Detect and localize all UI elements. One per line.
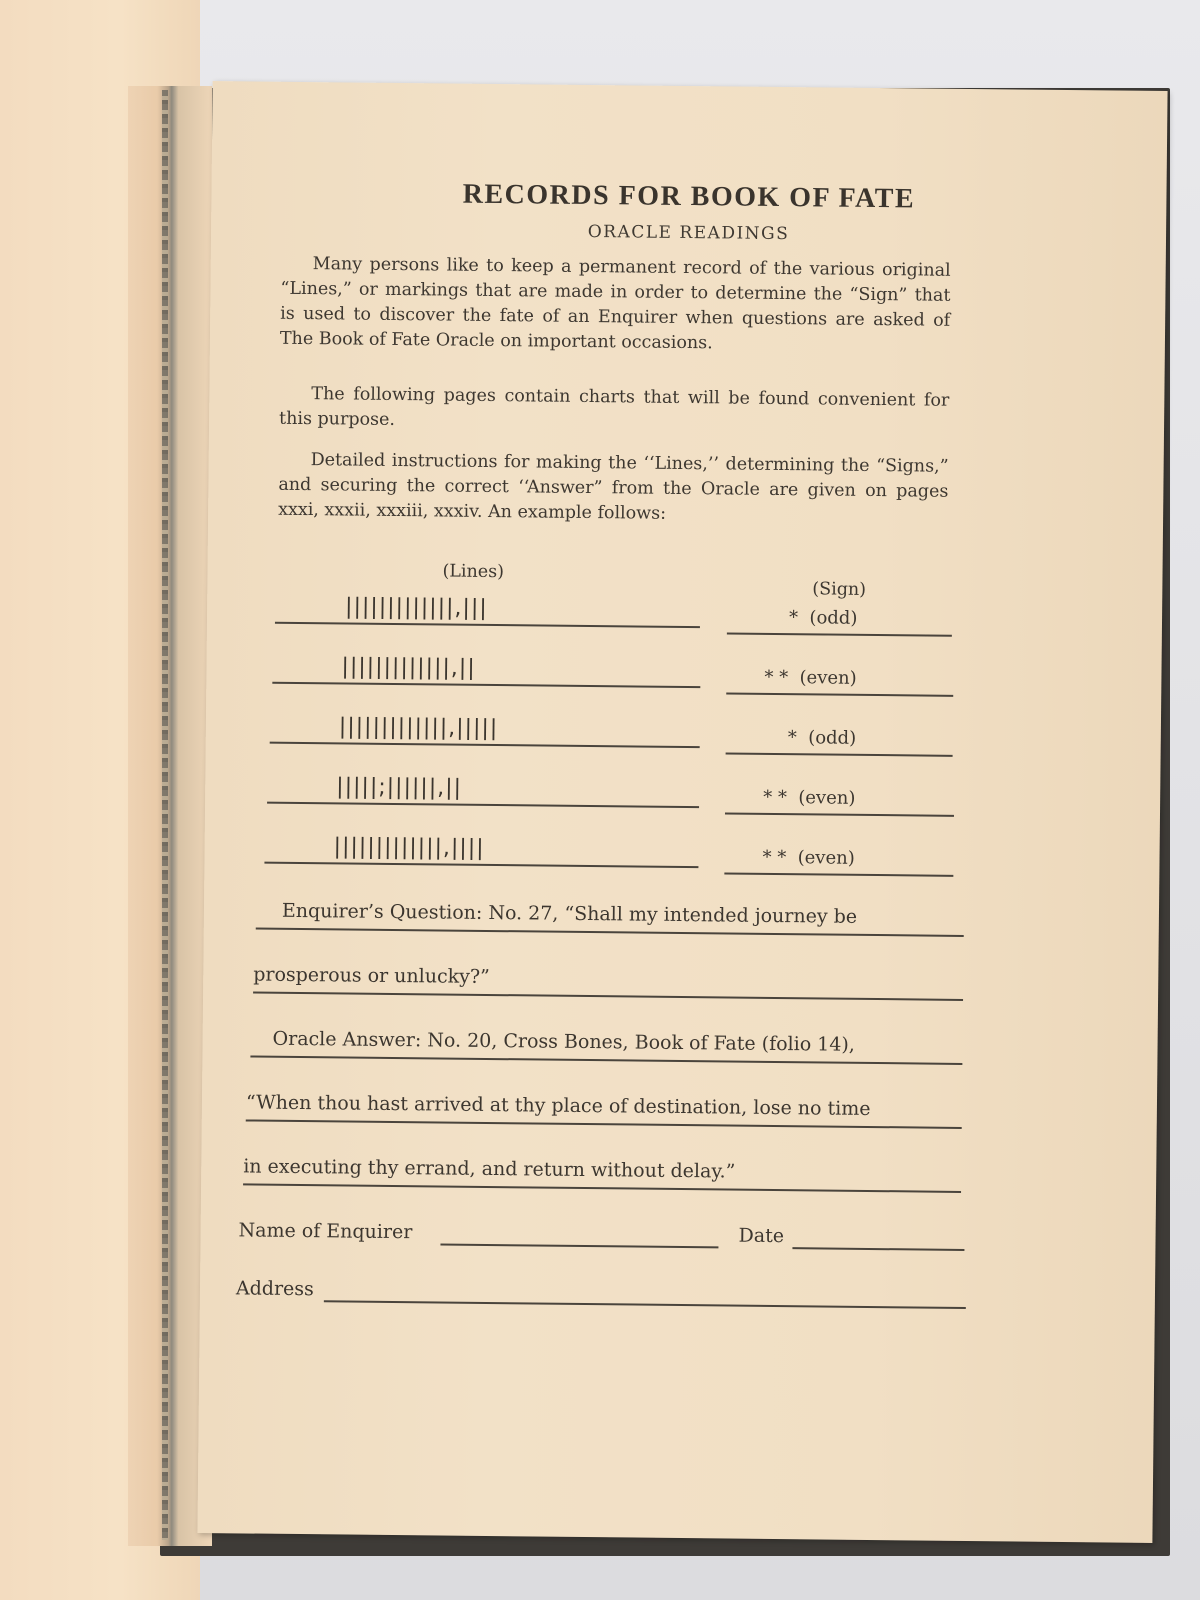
- date-field: [792, 1247, 964, 1250]
- sign-value: * (odd): [787, 727, 857, 749]
- lines-underline: [272, 682, 700, 688]
- charts-paragraph: [279, 382, 949, 439]
- book-page: [197, 81, 1167, 1543]
- sign-value: * * (even): [764, 666, 857, 689]
- answer-underline-2: [246, 1119, 962, 1128]
- page-title: RECORDS FOR BOOK OF FATE: [462, 178, 916, 215]
- answer-underline-3: [243, 1183, 961, 1192]
- sign-value: * * (even): [762, 846, 855, 869]
- address-field: [324, 1300, 966, 1308]
- sign-underline: [726, 692, 953, 696]
- date-label: Date: [738, 1224, 785, 1248]
- oracle-answer-line-3: in executing thy errand, and return without delay.”: [243, 1155, 736, 1183]
- charts-paragraph-text: The following pages contain charts that will be found convenient for this purpose.: [278, 384, 950, 430]
- lines-column-header: (Lines): [442, 561, 505, 583]
- question-underline-2: [253, 992, 963, 1001]
- oracle-answer-line-2: “When thou hast arrived at thy place of destination, lose no time: [245, 1091, 871, 1120]
- lines-underline: [275, 622, 700, 628]
- oracle-answer-line-1: Oracle Answer: No. 20, Cross Bones, Book of Fate (folio 14),: [272, 1027, 855, 1056]
- lines-underline: [270, 742, 700, 748]
- name-of-enquirer-field: [440, 1243, 718, 1247]
- sign-value: * * (even): [763, 786, 856, 809]
- lines-tally: |||||||||||||,||||: [333, 834, 485, 861]
- sign-underline: [725, 812, 954, 816]
- sign-underline: [726, 752, 953, 756]
- sign-underline: [727, 632, 952, 636]
- sign-underline: [724, 872, 953, 876]
- sign-value: * (odd): [788, 607, 858, 629]
- lines-underline: [267, 802, 699, 808]
- answer-underline-1: [250, 1055, 962, 1064]
- lines-tally: |||||||||||||,|||||: [338, 714, 499, 742]
- name-of-enquirer-label: Name of Enquirer: [238, 1219, 413, 1244]
- lines-tally: |||||;||||||,||: [336, 774, 463, 801]
- lines-underline: [264, 862, 698, 868]
- intro-paragraph-text: Many persons like to keep a permanent record of the various original “Lines,” or markings that are made in order to determine the “Sign” that is used to discover the fate of an Enquirer when questions are asked of The Book of Fate Oracle on important occasions.: [279, 254, 951, 354]
- sign-column-header: (Sign): [812, 579, 867, 600]
- instructions-paragraph-text: Detailed instructions for making the ‘‘Lines,’’ determining the “Signs,” and securing the correct ‘‘Answer” from the Oracle are given on pages xxxi, xxxii, xxxiii, xxxiv. An example follows:: [278, 450, 949, 524]
- binding-stitching: [162, 90, 168, 1540]
- lines-tally: |||||||||||||,|||: [344, 594, 488, 621]
- enquirer-question-line-2: prosperous or unlucky?”: [253, 963, 490, 988]
- question-underline-1: [256, 928, 964, 937]
- address-label: Address: [235, 1277, 314, 1301]
- enquirer-question-line-1: Enquirer’s Question: No. 27, “Shall my intended journey be: [281, 899, 858, 928]
- page-subtitle: ORACLE READINGS: [587, 221, 790, 245]
- instructions-paragraph: [278, 448, 949, 530]
- lines-tally: |||||||||||||,||: [341, 654, 476, 681]
- intro-paragraph: [280, 252, 951, 359]
